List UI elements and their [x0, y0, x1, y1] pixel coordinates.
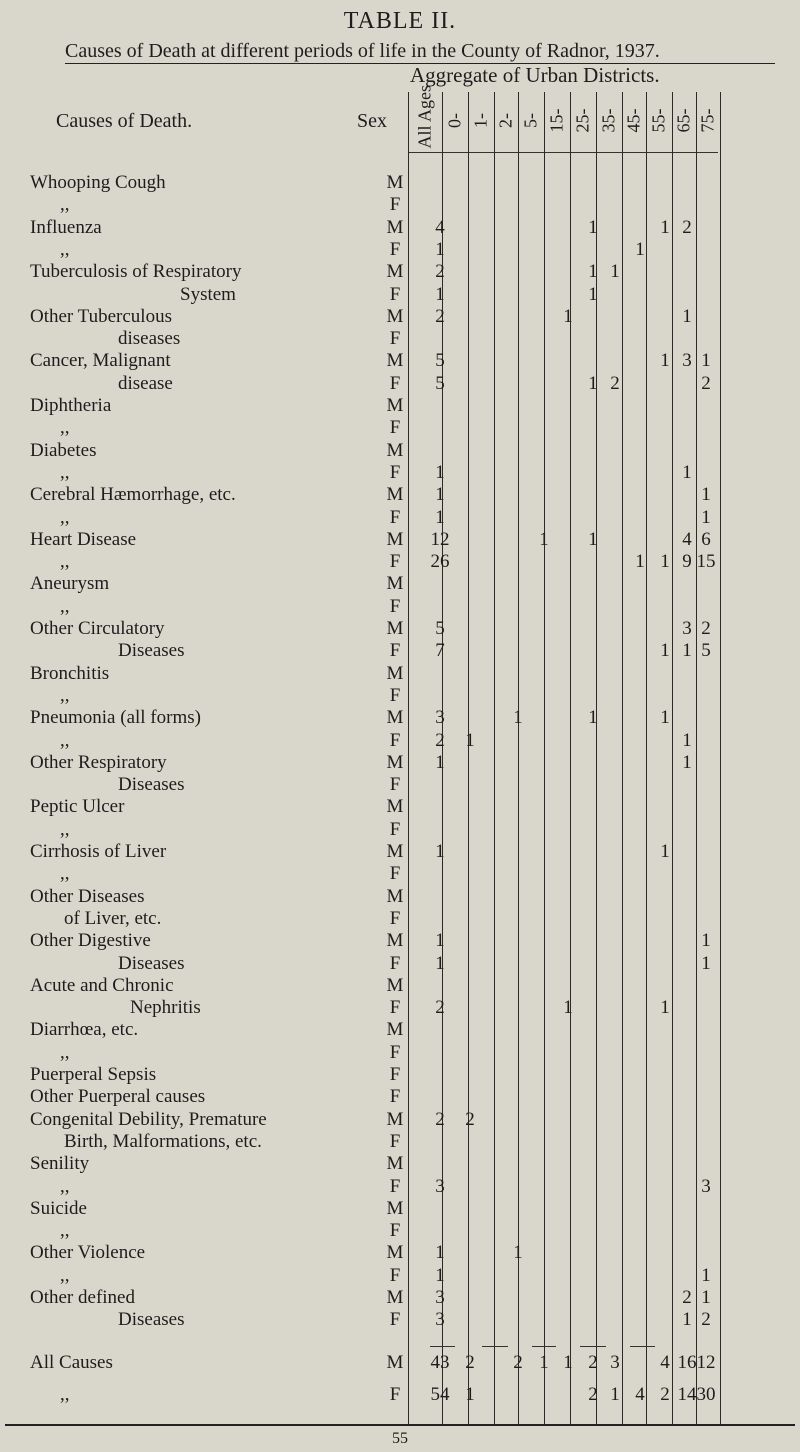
cause-label: Other Digestive	[30, 930, 151, 952]
count-cell: 5	[435, 618, 445, 639]
cause-label: Diphtheria	[30, 395, 112, 416]
count-cell: 1	[588, 707, 598, 729]
count-cell: 1	[435, 751, 445, 773]
cause-label: Diseases	[118, 640, 185, 662]
cause-label: Other Tuberculous	[30, 305, 172, 327]
bottom-rule	[5, 1424, 795, 1426]
count-cell: 12	[696, 1352, 716, 1373]
sex-cell: F	[389, 506, 401, 528]
sex-cell: F	[389, 328, 401, 350]
count-cell: 1	[701, 930, 711, 952]
count-cell: 30	[696, 1384, 716, 1405]
cause-label: ,,	[60, 863, 70, 885]
cause-label: Cirrhosis of Liver	[30, 841, 167, 862]
sex-cell: M	[386, 618, 404, 639]
count-cell: 2	[435, 305, 445, 327]
sex-cell: M	[386, 1019, 404, 1041]
column-rule	[622, 92, 623, 1426]
sex-cell: F	[389, 1264, 401, 1286]
count-cell: 2	[588, 1384, 598, 1405]
count-cell: 1	[701, 1264, 711, 1286]
cause-label: Nephritis	[130, 997, 201, 1019]
column-rule	[646, 92, 647, 1426]
count-cell: 1	[610, 261, 620, 283]
count-cell: 2	[465, 1108, 475, 1130]
cause-label: ,,	[60, 238, 70, 260]
page-title: TABLE II.	[343, 8, 457, 34]
cause-label: Other Respiratory	[30, 751, 167, 773]
sex-cell: F	[389, 997, 401, 1019]
cause-label: Other Circulatory	[30, 618, 165, 639]
sex-cell: M	[386, 1242, 404, 1264]
count-cell: 1	[701, 350, 711, 372]
cause-label: ,,	[60, 1264, 70, 1286]
cause-label: ,,	[60, 506, 70, 528]
count-cell: 2	[701, 1309, 711, 1331]
count-cell: 2	[435, 729, 445, 751]
cause-label: ,,	[60, 595, 70, 617]
count-cell: 7	[435, 640, 445, 662]
cause-label: System	[180, 283, 236, 305]
count-cell: 16	[677, 1352, 697, 1373]
count-cell: 3	[682, 618, 692, 639]
count-cell: 1	[635, 238, 645, 260]
sex-cell: M	[386, 1108, 404, 1130]
count-cell: 43	[430, 1352, 450, 1373]
count-cell: 3	[701, 1175, 711, 1197]
count-cell: 1	[563, 1352, 573, 1373]
sex-cell: M	[386, 261, 404, 283]
count-cell: 1	[682, 751, 692, 773]
sex-cell: F	[389, 194, 401, 216]
count-cell: 4	[435, 216, 445, 238]
age-column-header: 35-	[598, 108, 619, 133]
column-rule	[544, 92, 545, 1426]
count-cell: 3	[435, 1287, 445, 1308]
total-rule	[580, 1346, 606, 1347]
sex-cell: F	[389, 818, 401, 840]
count-cell: 2	[682, 1287, 692, 1308]
count-cell: 3	[435, 1309, 445, 1331]
cause-label: Diseases	[118, 952, 185, 974]
count-cell: 5	[701, 640, 711, 662]
count-cell: 1	[513, 707, 523, 729]
count-cell: 1	[588, 283, 598, 305]
count-cell: 2	[610, 372, 620, 394]
count-cell: 1	[435, 484, 445, 506]
causes-header: Causes of Death.	[56, 110, 193, 132]
cause-label: ,,	[60, 417, 70, 439]
count-cell: 1	[539, 528, 549, 550]
count-cell: 2	[435, 997, 445, 1019]
count-cell: 1	[513, 1242, 523, 1264]
count-cell: 1	[682, 1309, 692, 1331]
sex-cell: M	[386, 974, 404, 996]
cause-label: ,,	[60, 1220, 70, 1242]
count-cell: 1	[610, 1384, 620, 1405]
sex-cell: M	[386, 350, 404, 372]
sex-cell: M	[386, 751, 404, 773]
cause-label: Pneumonia (all forms)	[30, 707, 201, 729]
count-cell: 1	[435, 506, 445, 528]
age-column-header: 5-	[520, 113, 541, 128]
age-column-header: 45-	[623, 108, 644, 133]
cause-label: Aneurysm	[30, 573, 110, 595]
cause-label: Whooping Cough	[30, 172, 166, 193]
count-cell: 2	[682, 216, 692, 238]
count-cell: 1	[701, 1287, 711, 1308]
cause-label: Peptic Ulcer	[30, 796, 125, 818]
sex-cell: F	[389, 640, 401, 662]
cause-label: Other Violence	[30, 1242, 146, 1264]
sex-cell: F	[389, 372, 401, 394]
cause-label: ,,	[60, 729, 70, 751]
cause-label: Diabetes	[30, 439, 97, 461]
count-cell: 1	[682, 640, 692, 662]
cause-label: Puerperal Sepsis	[30, 1064, 157, 1085]
count-cell: 1	[435, 1264, 445, 1286]
cause-label: Tuberculosis of Respiratory	[30, 261, 242, 283]
sex-cell: F	[389, 684, 401, 706]
cause-label: disease	[118, 372, 173, 394]
age-column-header: 75-	[697, 108, 718, 133]
cause-label: diseases	[118, 328, 181, 350]
count-cell: 3	[610, 1352, 620, 1373]
count-cell: 2	[465, 1352, 475, 1373]
sex-cell: F	[389, 1086, 401, 1108]
cause-label: Cancer, Malignant	[30, 350, 171, 372]
count-cell: 1	[435, 930, 445, 952]
sex-cell: F	[389, 283, 401, 305]
count-cell: 1	[682, 305, 692, 327]
count-cell: 1	[539, 1352, 549, 1373]
sex-cell: M	[386, 885, 404, 907]
cause-label: ,,	[60, 818, 70, 840]
count-cell: 1	[435, 461, 445, 483]
count-cell: 1	[588, 216, 598, 238]
count-cell: 1	[701, 506, 711, 528]
column-rule	[494, 92, 495, 1426]
sex-cell: F	[389, 1220, 401, 1242]
cause-label: Senility	[30, 1153, 90, 1175]
sex-cell: F	[389, 1309, 401, 1331]
sex-cell: M	[386, 796, 404, 818]
count-cell: 2	[435, 1108, 445, 1130]
sex-cell: F	[389, 1130, 401, 1152]
count-cell: 1	[435, 1242, 445, 1264]
age-column-header: 1-	[470, 113, 491, 128]
sex-cell: F	[389, 863, 401, 885]
column-rule	[672, 92, 673, 1426]
cause-label: Heart Disease	[30, 528, 137, 550]
count-cell: 1	[588, 528, 598, 550]
count-cell: 1	[465, 729, 475, 751]
column-rule	[570, 92, 571, 1426]
sex-cell: F	[389, 551, 401, 573]
count-cell: 12	[430, 528, 450, 550]
count-cell: 1	[588, 261, 598, 283]
count-cell: 15	[696, 551, 716, 573]
column-rule	[518, 92, 519, 1426]
count-cell: 1	[660, 551, 670, 573]
cause-label: ,,	[60, 551, 70, 573]
cause-label: Suicide	[30, 1197, 87, 1219]
sex-cell: M	[386, 841, 404, 862]
cause-label: ,,	[60, 1384, 70, 1405]
sex-cell: M	[386, 172, 404, 193]
sex-cell: M	[386, 930, 404, 952]
sex-cell: M	[386, 484, 404, 506]
cause-label: Bronchitis	[30, 662, 110, 684]
count-cell: 1	[701, 952, 711, 974]
age-column-header: 25-	[572, 108, 593, 133]
count-cell: 1	[682, 461, 692, 483]
sex-cell: M	[386, 305, 404, 327]
count-cell: 1	[563, 305, 573, 327]
count-cell: 2	[588, 1352, 598, 1373]
count-cell: 1	[435, 841, 445, 862]
cause-label: ,,	[60, 684, 70, 706]
cause-label: Influenza	[30, 216, 102, 238]
count-cell: 1	[660, 350, 670, 372]
count-cell: 1	[660, 841, 670, 862]
sex-cell: F	[389, 952, 401, 974]
count-cell: 1	[435, 283, 445, 305]
sex-cell: M	[386, 662, 404, 684]
count-cell: 4	[682, 528, 692, 550]
cause-label: Birth, Malformations, etc.	[64, 1130, 262, 1152]
sex-cell: F	[389, 729, 401, 751]
cause-label: Acute and Chronic	[30, 974, 174, 996]
sex-header: Sex	[357, 110, 387, 132]
count-cell: 2	[435, 261, 445, 283]
age-column-header: All Ages	[414, 84, 435, 149]
count-cell: 1	[682, 729, 692, 751]
count-cell: 1	[660, 216, 670, 238]
column-rule	[468, 92, 469, 1426]
age-column-header: 65-	[673, 108, 694, 133]
count-cell: 2	[701, 618, 711, 639]
cause-label: Congenital Debility, Premature	[30, 1108, 267, 1130]
sex-cell: M	[386, 1197, 404, 1219]
count-cell: 1	[635, 551, 645, 573]
count-cell: 1	[435, 952, 445, 974]
sex-cell: M	[386, 1153, 404, 1175]
cause-label: of Liver, etc.	[64, 907, 162, 929]
page-number: 55	[392, 1430, 408, 1447]
count-cell: 4	[660, 1352, 670, 1373]
sex-cell: M	[386, 395, 404, 416]
sex-cell: F	[389, 461, 401, 483]
sex-cell: F	[389, 907, 401, 929]
count-cell: 3	[435, 1175, 445, 1197]
age-column-header: 0-	[444, 113, 465, 128]
sex-cell: F	[389, 595, 401, 617]
total-rule	[532, 1346, 556, 1347]
count-cell: 1	[701, 484, 711, 506]
sex-cell: M	[386, 216, 404, 238]
cause-label: Other Puerperal causes	[30, 1086, 206, 1108]
age-column-header: 55-	[648, 108, 669, 133]
sex-cell: M	[386, 573, 404, 595]
count-cell: 2	[660, 1384, 670, 1405]
count-cell: 1	[435, 238, 445, 260]
column-rule	[720, 92, 721, 1426]
count-cell: 1	[588, 372, 598, 394]
sex-cell: M	[386, 528, 404, 550]
cause-label: All Causes	[30, 1352, 113, 1373]
sex-cell: M	[386, 1352, 404, 1373]
cause-label: Other defined	[30, 1287, 135, 1308]
count-cell: 2	[513, 1352, 523, 1373]
count-cell: 26	[430, 551, 450, 573]
table-subtitle: Causes of Death at different periods of life in the County of Radnor, 1937.	[65, 40, 660, 62]
count-cell: 4	[635, 1384, 645, 1405]
count-cell: 1	[563, 997, 573, 1019]
count-cell: 1	[660, 640, 670, 662]
cause-label: Diarrhœa, etc.	[30, 1019, 139, 1041]
count-cell: 14	[677, 1384, 697, 1405]
count-cell: 1	[660, 707, 670, 729]
sex-cell: M	[386, 1287, 404, 1308]
cause-label: Other Diseases	[30, 885, 145, 907]
sex-cell: F	[389, 1384, 401, 1405]
cause-label: Cerebral Hæmorrhage, etc.	[30, 484, 236, 506]
sex-cell: M	[386, 707, 404, 729]
sex-cell: F	[389, 417, 401, 439]
age-column-header: 2-	[495, 113, 516, 128]
cause-label: ,,	[60, 1041, 70, 1063]
count-cell: 9	[682, 551, 692, 573]
cause-label: ,,	[60, 194, 70, 216]
cause-label: Diseases	[118, 1309, 185, 1331]
count-cell: 2	[701, 372, 711, 394]
count-cell: 3	[435, 707, 445, 729]
sex-cell: F	[389, 774, 401, 796]
cause-label: Diseases	[118, 774, 185, 796]
sex-cell: F	[389, 1041, 401, 1063]
total-rule	[482, 1346, 508, 1347]
age-column-header: 15-	[546, 108, 567, 133]
sex-cell: F	[389, 238, 401, 260]
cause-label: ,,	[60, 461, 70, 483]
count-cell: 54	[430, 1384, 450, 1405]
count-cell: 3	[682, 350, 692, 372]
sex-cell: F	[389, 1064, 401, 1085]
sex-cell: F	[389, 1175, 401, 1197]
total-rule	[430, 1346, 455, 1347]
cause-label: ,,	[60, 1175, 70, 1197]
count-cell: 6	[701, 528, 711, 550]
sex-cell: M	[386, 439, 404, 461]
aggregate-heading: Aggregate of Urban Districts.	[410, 63, 660, 87]
total-rule	[630, 1346, 655, 1347]
count-cell: 5	[435, 350, 445, 372]
count-cell: 1	[465, 1384, 475, 1405]
count-cell: 5	[435, 372, 445, 394]
count-cell: 1	[660, 997, 670, 1019]
